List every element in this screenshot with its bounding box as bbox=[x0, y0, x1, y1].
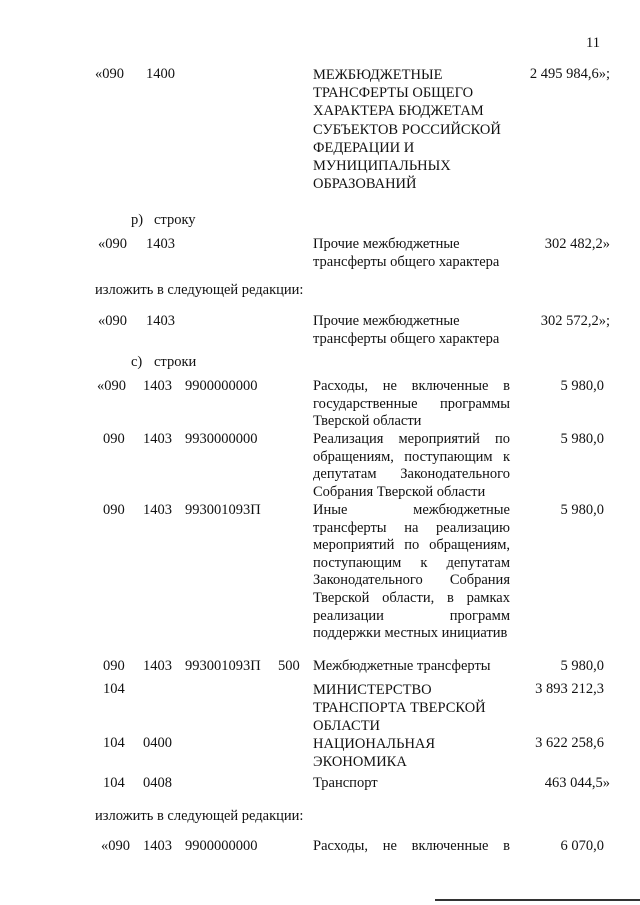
code-section: 1403 bbox=[143, 431, 172, 447]
code-ministry: 104 bbox=[103, 735, 125, 751]
code-ministry: 090 bbox=[103, 502, 125, 518]
row-amount: 463 044,5» bbox=[544, 775, 610, 791]
code-ministry: «090 bbox=[98, 236, 127, 252]
code-section: 0408 bbox=[143, 775, 172, 791]
row-description: Расходы, не включенные в государственные программы Тверской области bbox=[313, 378, 510, 430]
code-target: 9900000000 bbox=[185, 838, 258, 854]
code-target: 9900000000 bbox=[185, 378, 258, 394]
row-description: Расходы, не включенные в bbox=[313, 838, 510, 854]
code-ministry: «090 bbox=[101, 838, 130, 854]
code-ministry: «090 bbox=[98, 313, 127, 329]
code-ministry: 104 bbox=[103, 775, 125, 791]
row-amount: 302 482,2» bbox=[544, 236, 610, 252]
row-description: МЕЖБЮДЖЕТНЫЕ ТРАНСФЕРТЫ ОБЩЕГО ХАРАКТЕРА БЮДЖЕТАМ СУБЪЕКТОВ РОССИЙСКОЙ ФЕДЕРАЦИИ И МУНИЦИПАЛЬНЫХ ОБРАЗОВАНИЙ bbox=[313, 67, 501, 193]
row-description: Транспорт bbox=[313, 775, 378, 791]
item-word: строку bbox=[154, 212, 196, 228]
code-section: 1403 bbox=[143, 658, 172, 674]
edit-phrase: изложить в следующей редакции: bbox=[95, 282, 304, 298]
row-description: Иные межбюджетные трансферты на реализацию мероприятий по обращениям, поступающим к депутатам Законодательного Собрания Тверской области, в рамках реализации программ поддержки местных инициатив bbox=[313, 502, 510, 642]
row-description: МИНИСТЕРСТВО ТРАНСПОРТА ТВЕРСКОЙ ОБЛАСТИ bbox=[313, 682, 486, 735]
row-amount: 2 495 984,6»; bbox=[529, 66, 610, 82]
code-ministry: 090 bbox=[103, 431, 125, 447]
row-description: Реализация мероприятий по обращениям, поступающим к депутатам Законодательного Собрания Тверской области bbox=[313, 431, 510, 500]
row-description: НАЦИОНАЛЬНАЯ ЭКОНОМИКА bbox=[313, 736, 436, 771]
row-amount: 3 622 258,6 bbox=[535, 735, 604, 751]
row-description: Межбюджетные трансферты bbox=[313, 658, 491, 674]
row-amount: 5 980,0 bbox=[560, 378, 604, 394]
code-ministry: «090 bbox=[95, 66, 124, 82]
edit-phrase: изложить в следующей редакции: bbox=[95, 808, 304, 824]
code-section: 1403 bbox=[143, 502, 172, 518]
page-number: 11 bbox=[586, 35, 600, 51]
code-ministry: «090 bbox=[97, 378, 126, 394]
code-expense-type: 500 bbox=[278, 658, 300, 674]
code-target: 993001093П bbox=[185, 502, 261, 518]
row-description: Прочие межбюджетные трансферты общего характера bbox=[313, 313, 500, 347]
code-target: 993001093П bbox=[185, 658, 261, 674]
row-amount: 5 980,0 bbox=[560, 658, 604, 674]
code-section: 0400 bbox=[143, 735, 172, 751]
code-section: 1403 bbox=[146, 236, 175, 252]
row-amount: 302 572,2»; bbox=[540, 313, 610, 329]
scan-edge-line bbox=[435, 899, 640, 901]
code-section: 1403 bbox=[143, 378, 172, 394]
code-target: 9930000000 bbox=[185, 431, 258, 447]
row-amount: 6 070,0 bbox=[560, 838, 604, 854]
code-ministry: 090 bbox=[103, 658, 125, 674]
row-amount: 5 980,0 bbox=[560, 502, 604, 518]
item-word: строки bbox=[154, 354, 197, 370]
row-amount: 3 893 212,3 bbox=[535, 681, 604, 697]
code-section: 1403 bbox=[146, 313, 175, 329]
code-section: 1400 bbox=[146, 66, 175, 82]
item-letter: р) bbox=[131, 212, 144, 228]
code-ministry: 104 bbox=[103, 681, 125, 697]
row-description: Прочие межбюджетные трансферты общего характера bbox=[313, 236, 500, 270]
code-section: 1403 bbox=[143, 838, 172, 854]
row-amount: 5 980,0 bbox=[560, 431, 604, 447]
item-letter: с) bbox=[131, 354, 143, 370]
